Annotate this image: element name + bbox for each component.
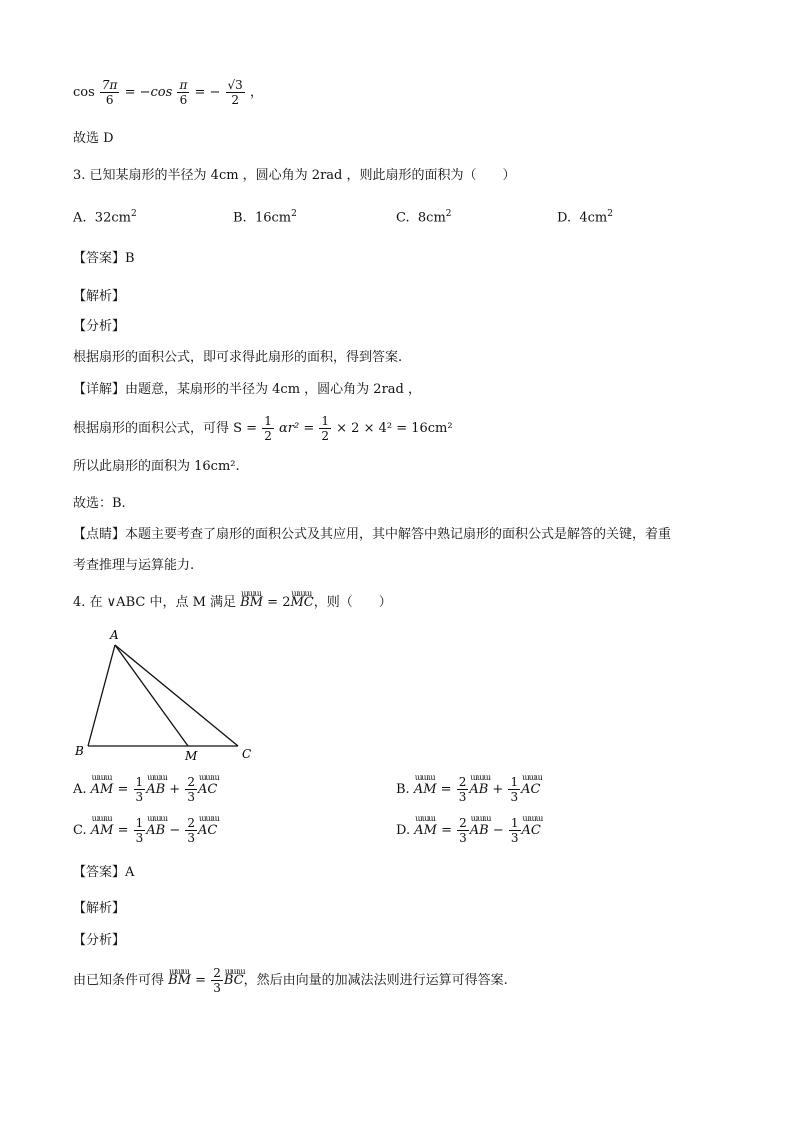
vertex-label-a: A — [110, 628, 119, 642]
q3-option-a: A. $32cm^2$ — [73, 209, 137, 226]
vertex-label-m: M — [185, 749, 198, 763]
detail-tag: 【详解】 — [73, 382, 126, 397]
vector-bm: ɯɯɯ BM — [240, 594, 263, 612]
prev-choice: 故选 D — [73, 131, 114, 146]
fraction: $\frac{1}{2}$ — [321, 414, 329, 443]
vector-bc: ɯɯɯ BC — [224, 972, 244, 990]
vertex-label-c: C — [242, 747, 252, 761]
q3-answer — [73, 250, 135, 268]
numerator: 7π — [101, 78, 118, 92]
fraction — [177, 78, 189, 107]
fraction: $\frac{2}{3}$ — [213, 966, 221, 995]
q3-fenxi: 根据扇形的面积公式，即可求得此扇形的面积，得到答案. — [73, 350, 403, 365]
q3-option-b: B. $16cm^2$ — [233, 209, 297, 226]
q4-fenxi: 由已知条件可得 ɯɯɯ BM = $\frac{2}{3}$ ɯɯɯ BC，然后由向量的加减法法则进行运算可得答案. — [73, 966, 508, 995]
q4-option-a: A. ɯɯɯ AM = $\frac{1}{3}$ ɯɯɯ AB + $\frac{2}{3}$ ɯɯɯ AC — [73, 775, 217, 804]
triangle-figure — [70, 625, 270, 765]
q4-option-c: C. ɯɯɯ AM = $\frac{1}{3}$ ɯɯɯ AB − $\frac{2}{3}$ ɯɯɯ AC — [73, 816, 217, 845]
q3-comment-2: 考查推理与运算能力. — [73, 558, 195, 573]
q3-option-d: D. $4cm^2$ — [557, 209, 613, 226]
vector-mc: ɯɯɯ MC — [290, 594, 313, 612]
answer-tag: 【答案】 — [73, 251, 126, 266]
q3-comment-1: 【点睛】本题主要考查了扇形的面积公式及其应用，其中解答中熟记扇形的面积公式是解答的关键，着重 — [73, 527, 672, 542]
answer-tag: 【答案】 — [73, 865, 126, 880]
denominator: 6 — [105, 93, 114, 107]
answer-value: B — [125, 251, 135, 266]
q3-stem: 3. 已知某扇形的半径为 4cm ，圆心角为 2rad ，则此扇形的面积为（ ） — [73, 168, 516, 183]
answer-value: A — [125, 865, 135, 880]
cos-tail: ， — [249, 85, 263, 100]
vertex-label-b: B — [75, 744, 84, 758]
fraction — [100, 78, 120, 107]
cos-mid: = −cos — [124, 85, 173, 100]
numerator: π — [179, 78, 188, 92]
numerator: √3 — [227, 78, 243, 92]
vector-bm: ɯɯɯ BM — [168, 972, 191, 990]
detail-text: 由题意，某扇形的半径为 4cm ，圆心角为 2rad ， — [125, 382, 421, 397]
denominator: 6 — [179, 93, 188, 107]
fraction — [226, 78, 245, 107]
q4-stem: 4. 在 ∨ABC 中，点 M 满足 ɯɯɯ BM = 2ɯɯɯ MC，则（ ） — [73, 594, 392, 612]
cos-formula — [73, 78, 263, 107]
q3-analysis-tag: 【解析】 — [73, 289, 126, 304]
q4-option-d: D. ɯɯɯ AM = $\frac{2}{3}$ ɯɯɯ AB − $\frac{1}{3}$ ɯɯɯ AC — [396, 816, 541, 845]
q3-detail-1 — [73, 381, 421, 399]
q3-detail-3: 所以此扇形的面积为 16cm². — [73, 459, 240, 474]
q3-choice: 故选：B. — [73, 496, 126, 511]
denominator: 2 — [231, 93, 239, 107]
q3-option-c: C. $8cm^2$ — [396, 209, 452, 226]
q4-answer — [73, 864, 134, 882]
q4-option-b: B. ɯɯɯ AM = $\frac{2}{3}$ ɯɯɯ AB + $\frac{1}{3}$ ɯɯɯ AC — [396, 775, 540, 804]
q4-analysis-tag: 【解析】 — [73, 901, 126, 916]
q3-detail-2: 根据扇形的面积公式，可得 S = $\frac{1}{2}$ αr² = $\frac{1}{2}$ × 2 × 4² = 16cm² — [73, 414, 453, 443]
fraction: $\frac{1}{2}$ — [264, 414, 272, 443]
comment-tag: 【点睛】 — [73, 527, 126, 542]
q3-fenxi-tag: 【分析】 — [73, 319, 126, 334]
cos-eq: = − — [194, 85, 221, 100]
cos-text: cos — [73, 85, 95, 100]
q4-fenxi-tag: 【分析】 — [73, 933, 126, 948]
